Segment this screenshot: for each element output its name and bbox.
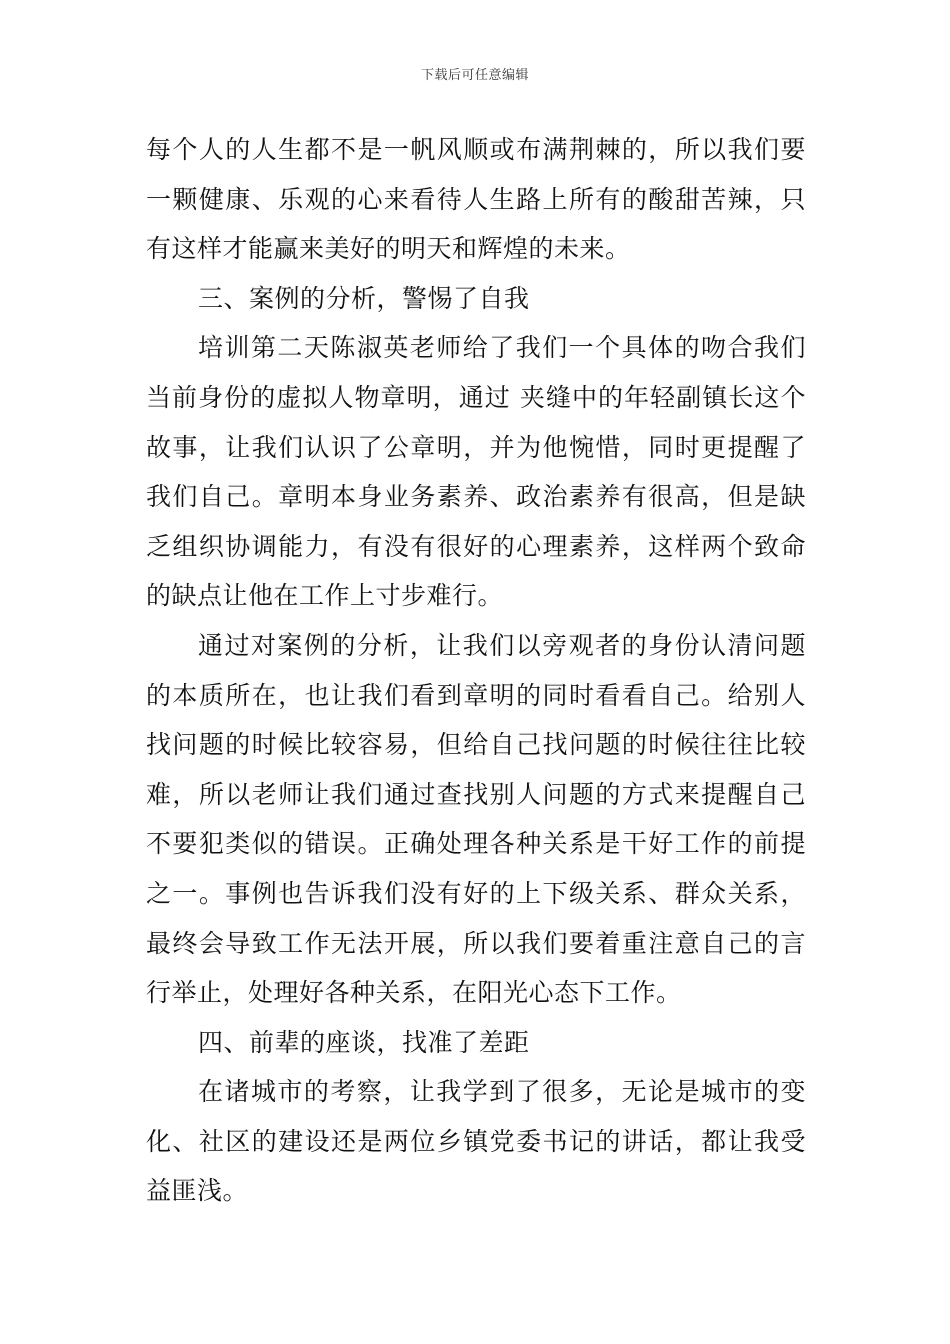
- paragraph-3: 通过对案例的分析，让我们以旁观者的身份认清问题的本质所在，也让我们看到章明的同时看看自己。给别人找问题的时候比较容易，但给自己找问题的时候往往比较难，所以老师让我们通过查找别人问题的方式来提醒自己不要犯类似的错误。正确处理各种关系是干好工作的前提之一。事例也告诉我们没有好的上下级关系、群众关系，最终会导致工作无法开展，所以我们要着重注意自己的言行举止，处理好各种关系，在阳光心态下工作。: [146, 630, 806, 1008]
- paragraph-4: 在诸城市的考察，让我学到了很多，无论是城市的变化、社区的建设还是两位乡镇党委书记的讲话，都让我受益匪浅。: [146, 1077, 806, 1206]
- page-header-note: 下载后可任意编辑: [420, 68, 529, 83]
- document-body: [146, 125, 806, 1216]
- section-heading-3: 三、案例的分析，警惕了自我: [198, 283, 530, 313]
- paragraph-1: 每个人的人生都不是一帆风顺或布满荆棘的，所以我们要一颗健康、乐观的心来看待人生路上所有的酸甜苦辣，只有这样才能赢来美好的明天和辉煌的未来。: [146, 135, 806, 264]
- section-heading-4: 四、前辈的座谈，找准了差距: [198, 1027, 530, 1057]
- paragraph-2: 培训第二天陈淑英老师给了我们一个具体的吻合我们当前身份的虚拟人物章明，通过 夹缝中的年轻副镇长这个故事，让我们认识了公章明，并为他惋惜，同时更提醒了我们自己。章明本身业务素养、政治素养有很高，但是缺乏组织协调能力，有没有很好的心理素养，这样两个致命的缺点让他在工作上寸步难行。: [146, 333, 806, 611]
